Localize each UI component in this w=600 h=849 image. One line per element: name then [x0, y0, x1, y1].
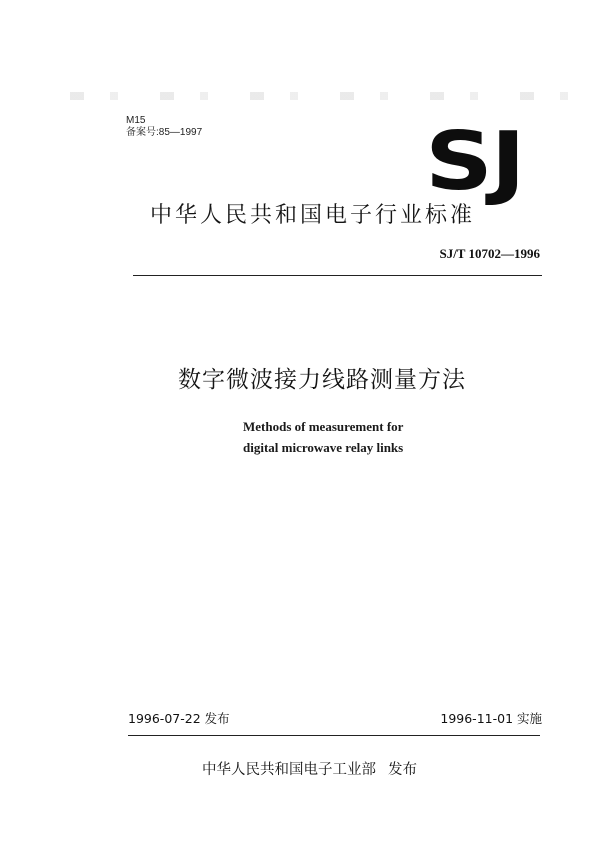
document-title-english: [243, 416, 503, 458]
english-title-line-2: digital microwave relay links: [243, 440, 404, 455]
publisher-name: 中华人民共和国电子工业部: [202, 762, 376, 778]
classification-code: M15: [126, 115, 146, 126]
publisher-line: [202, 760, 417, 780]
implementation-date: 1996-11-01 实施: [440, 711, 542, 726]
issue-date: 1996-07-22 发布: [128, 711, 230, 726]
bottom-divider: [128, 735, 540, 736]
english-title-line-1: Methods of measurement for: [243, 419, 404, 434]
standard-category-title: 中华人民共和国电子行业标准: [150, 203, 476, 228]
classification-block: [126, 115, 202, 139]
sj-logo: SJ: [425, 115, 524, 208]
top-divider: [133, 275, 542, 276]
document-title-chinese: 数字微波接力线路测量方法: [178, 367, 466, 393]
publish-label: 发布: [388, 762, 417, 778]
scan-artifact: [70, 92, 570, 100]
record-number: 备案号:85—1997: [126, 127, 203, 138]
standard-number: SJ/T 10702—1996: [439, 246, 540, 261]
